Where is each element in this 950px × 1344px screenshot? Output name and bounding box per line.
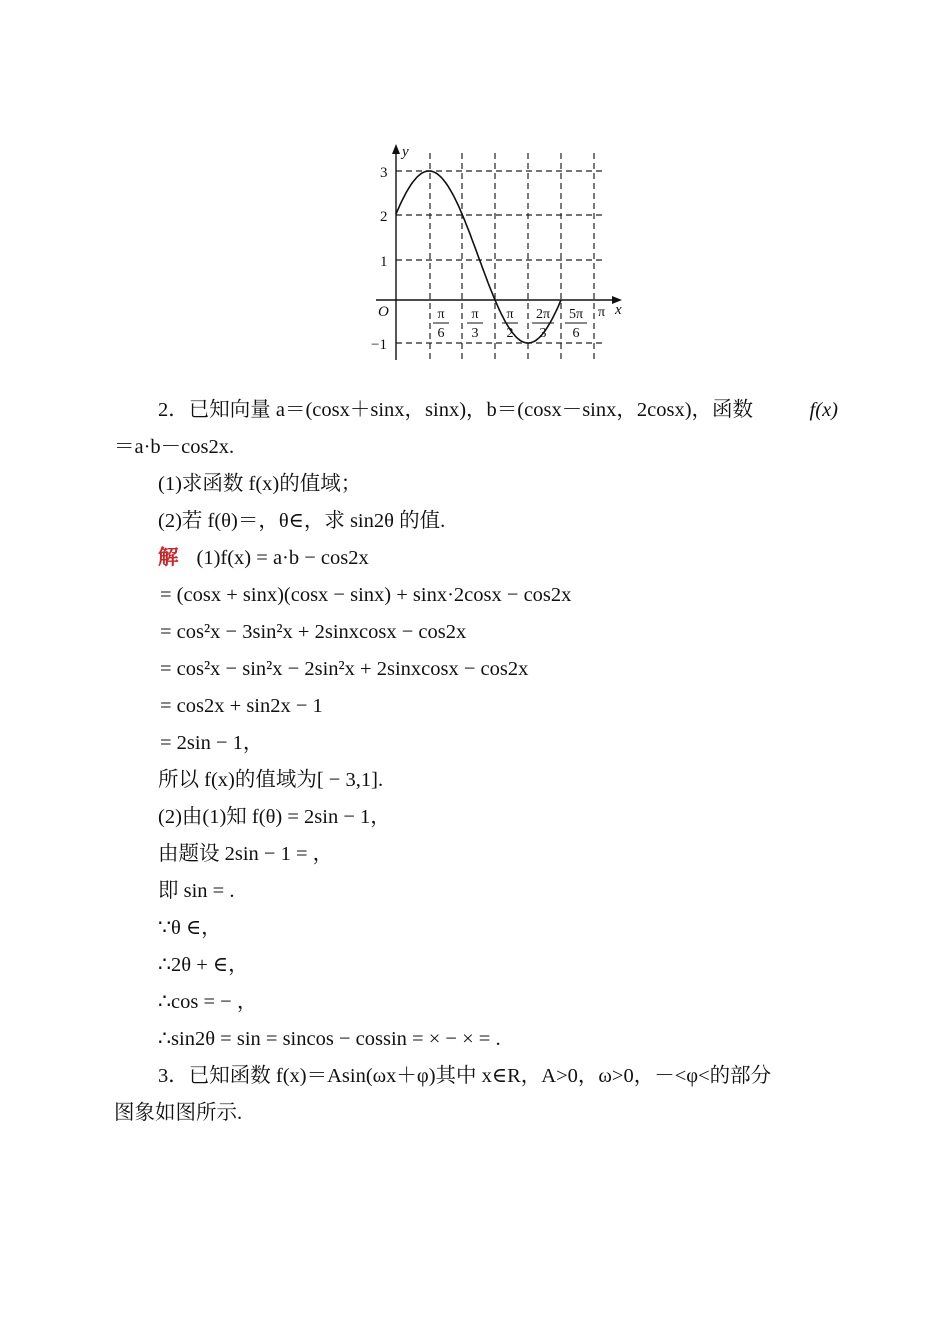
- problem2-line1: [114, 392, 838, 429]
- solution-step-12: ∴2θ + ∈，: [158, 954, 249, 976]
- solution-step-text: (1)f(x) = a·b − cos2x: [196, 547, 369, 569]
- y-tick-1: 1: [380, 254, 388, 270]
- y-tick-2: 2: [380, 209, 388, 225]
- solution-step-13: ∴cos = − ，: [158, 991, 258, 1013]
- x-tick-pi3-num: π: [471, 307, 479, 322]
- y-tick-3: 3: [380, 165, 388, 181]
- problem2-question1: (1)求函数 f(x)的值域；: [158, 473, 362, 495]
- solution-step-9: 由题设 2sin − 1 = ，: [158, 843, 334, 865]
- problem3-line1: 3．已知函数 f(x)＝Asin(ωx＋φ)其中 x∈R，A>0，ω>0，－<φ<的部分: [158, 1065, 772, 1087]
- problem2-fx: f(x): [809, 399, 838, 421]
- solution-step-7: 所以 f(x)的值域为[ − 3,1].: [158, 769, 384, 791]
- solution-step-11: ∵θ ∈，: [158, 917, 222, 939]
- x-tick-pi2-num: π: [506, 307, 514, 322]
- problem3-line2: 图象如图所示.: [114, 1102, 243, 1124]
- solution-step-5: = cos2x + sin2x − 1: [160, 695, 323, 717]
- x-axis-label: x: [615, 302, 622, 318]
- solution-step-14: ∴sin2θ = sin = sincos − cossin = × − × = .: [158, 1028, 501, 1050]
- x-tick-pi6-den: 6: [437, 326, 445, 341]
- solution-step-4: = cos²x − sin²x − 2sin²x + 2sinxcosx − cos2x: [160, 658, 529, 680]
- x-tick-2pi3-num: 2π: [535, 307, 551, 322]
- solution-step-2: = (cosx + sinx)(cosx − sinx) + sinx·2cosx − cos2x: [160, 584, 572, 606]
- solution-step-8: (2)由(1)知 f(θ) = 2sin − 1，: [158, 806, 391, 828]
- solution-step-6: = 2sin − 1，: [160, 732, 264, 754]
- solution-step-10: 即 sin = .: [158, 880, 235, 902]
- problem2-line2: ＝a·b－cos2x.: [114, 436, 235, 458]
- origin-label: O: [378, 304, 389, 320]
- document-body: [114, 392, 838, 1132]
- solution-step-3: = cos²x − 3sin²x + 2sinxcosx − cos2x: [160, 621, 467, 643]
- x-tick-pi2-den: 2: [506, 326, 514, 341]
- x-tick-5pi6-num: 5π: [568, 307, 584, 322]
- y-tick-minus1: −1: [371, 337, 387, 353]
- x-tick-2pi3-den: 3: [539, 326, 547, 341]
- solution-step-1: [114, 540, 838, 577]
- x-tick-pi6-num: π: [437, 307, 445, 322]
- y-axis-label: y: [402, 144, 409, 160]
- solution-label: 解: [158, 547, 179, 569]
- problem2-question2: (2)若 f(θ)＝，θ∈，求 sin2θ 的值.: [158, 510, 446, 532]
- x-tick-pi: π: [598, 305, 606, 320]
- graph-svg: [360, 138, 640, 370]
- problem2-text: 2．已知向量 a＝(cosx＋sinx，sinx)，b＝(cosx－sinx，2cosx)，函数: [158, 399, 754, 421]
- x-tick-5pi6-den: 6: [572, 326, 580, 341]
- y-axis-arrow: [392, 144, 400, 154]
- x-tick-pi3-den: 3: [471, 326, 479, 341]
- function-graph: [360, 138, 640, 370]
